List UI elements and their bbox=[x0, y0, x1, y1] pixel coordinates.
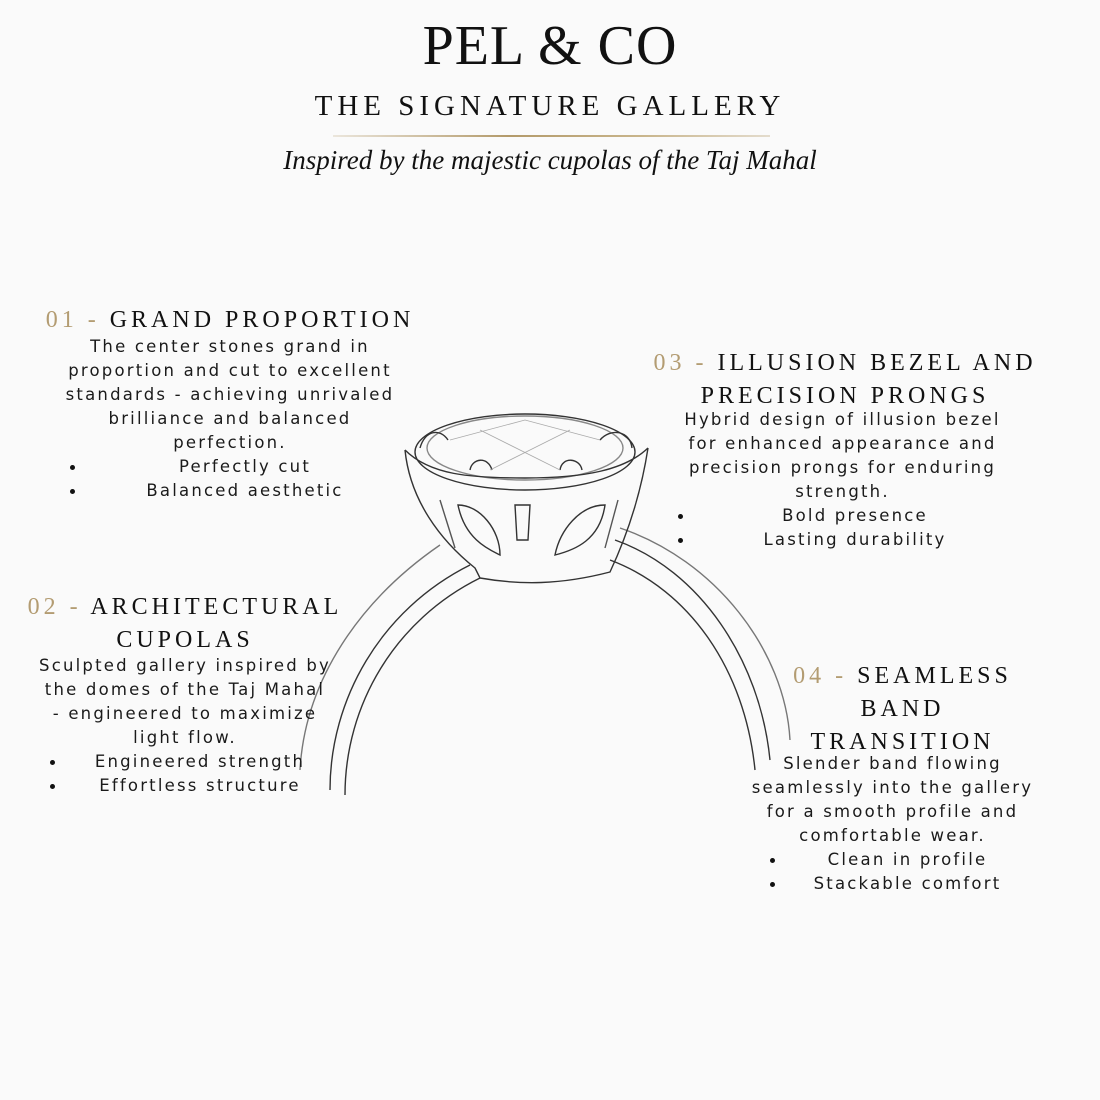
text-line: Bold presence bbox=[782, 506, 928, 525]
bullet-dot-icon bbox=[70, 465, 75, 470]
bullet-list bbox=[20, 750, 350, 798]
text-line: perfection. bbox=[173, 433, 287, 452]
list-item bbox=[20, 774, 350, 798]
tagline: Inspired by the majestic cupolas of the Taj Mahal bbox=[283, 145, 817, 175]
text-line: Stackable comfort bbox=[813, 874, 1002, 893]
text-line: The center stones grand in bbox=[90, 337, 370, 356]
section-description bbox=[40, 335, 420, 455]
bullet-dot-icon bbox=[678, 538, 683, 543]
list-item bbox=[740, 872, 1055, 896]
text-line: light flow. bbox=[133, 728, 237, 747]
bullet-dot-icon bbox=[678, 514, 683, 519]
section-number: 03 - bbox=[653, 350, 718, 376]
feature-section-illusion-bezel bbox=[650, 347, 1040, 552]
section-number: 01 - bbox=[45, 307, 110, 333]
bullet-list bbox=[650, 504, 1040, 552]
text-line: proportion and cut to excellent bbox=[68, 361, 392, 380]
text-line: CUPOLAS bbox=[116, 627, 254, 653]
section-description bbox=[650, 408, 1040, 504]
section-description bbox=[740, 752, 1045, 848]
section-number: 04 - bbox=[793, 663, 858, 689]
text-line: Clean in profile bbox=[827, 850, 988, 869]
text-line: Lasting durability bbox=[763, 530, 947, 549]
list-item bbox=[650, 528, 1040, 552]
text-line: strength. bbox=[795, 482, 890, 501]
bullet-list bbox=[750, 848, 1055, 896]
text-line: SEAMLESS BAND bbox=[857, 663, 1012, 722]
feature-section-grand-proportion bbox=[40, 304, 420, 503]
feature-section-seamless-band bbox=[750, 660, 1055, 896]
text-line: Effortless structure bbox=[99, 776, 301, 795]
list-item bbox=[20, 750, 350, 774]
list-item bbox=[740, 848, 1055, 872]
section-heading bbox=[650, 347, 1040, 413]
page-title: THE SIGNATURE GALLERY bbox=[314, 90, 786, 122]
section-heading bbox=[40, 304, 420, 337]
section-heading bbox=[750, 660, 1055, 759]
text-line: the domes of the Taj Mahal bbox=[44, 680, 326, 699]
bullet-dot-icon bbox=[50, 760, 55, 765]
text-line: - engineered to maximize bbox=[52, 704, 318, 723]
text-line: PRECISION PRONGS bbox=[700, 383, 990, 409]
section-heading bbox=[20, 591, 350, 657]
bullet-dot-icon bbox=[770, 858, 775, 863]
text-line: Hybrid design of illusion bezel bbox=[684, 410, 1001, 429]
text-line: standards - achieving unrivaled bbox=[65, 385, 395, 404]
text-line: ILLUSION BEZEL AND bbox=[717, 350, 1037, 376]
list-item bbox=[40, 479, 420, 503]
bullet-dot-icon bbox=[50, 784, 55, 789]
text-line: ARCHITECTURAL bbox=[90, 594, 343, 620]
brand-logo: PEL & CO bbox=[422, 15, 678, 77]
text-line: Slender band flowing bbox=[783, 754, 1002, 773]
text-line: seamlessly into the gallery bbox=[751, 778, 1034, 797]
text-line: for a smooth profile and bbox=[766, 802, 1019, 821]
list-item bbox=[650, 504, 1040, 528]
text-line: GRAND PROPORTION bbox=[109, 307, 415, 333]
text-line: Engineered strength bbox=[94, 752, 306, 771]
section-description bbox=[20, 654, 350, 750]
text-line: precision prongs for enduring bbox=[688, 458, 996, 477]
bullet-list bbox=[40, 455, 420, 503]
text-line: Sculpted gallery inspired by bbox=[39, 656, 331, 675]
bullet-dot-icon bbox=[70, 489, 75, 494]
text-line: Perfectly cut bbox=[179, 457, 311, 476]
text-line: brilliance and balanced bbox=[108, 409, 352, 428]
feature-section-architectural-cupolas bbox=[20, 591, 350, 798]
list-item bbox=[40, 455, 420, 479]
text-line: for enhanced appearance and bbox=[688, 434, 997, 453]
bullet-dot-icon bbox=[770, 882, 775, 887]
text-line: Balanced aesthetic bbox=[146, 481, 344, 500]
text-line: TRANSITION bbox=[810, 729, 995, 755]
section-number: 02 - bbox=[27, 594, 91, 620]
text-line: comfortable wear. bbox=[799, 826, 986, 845]
